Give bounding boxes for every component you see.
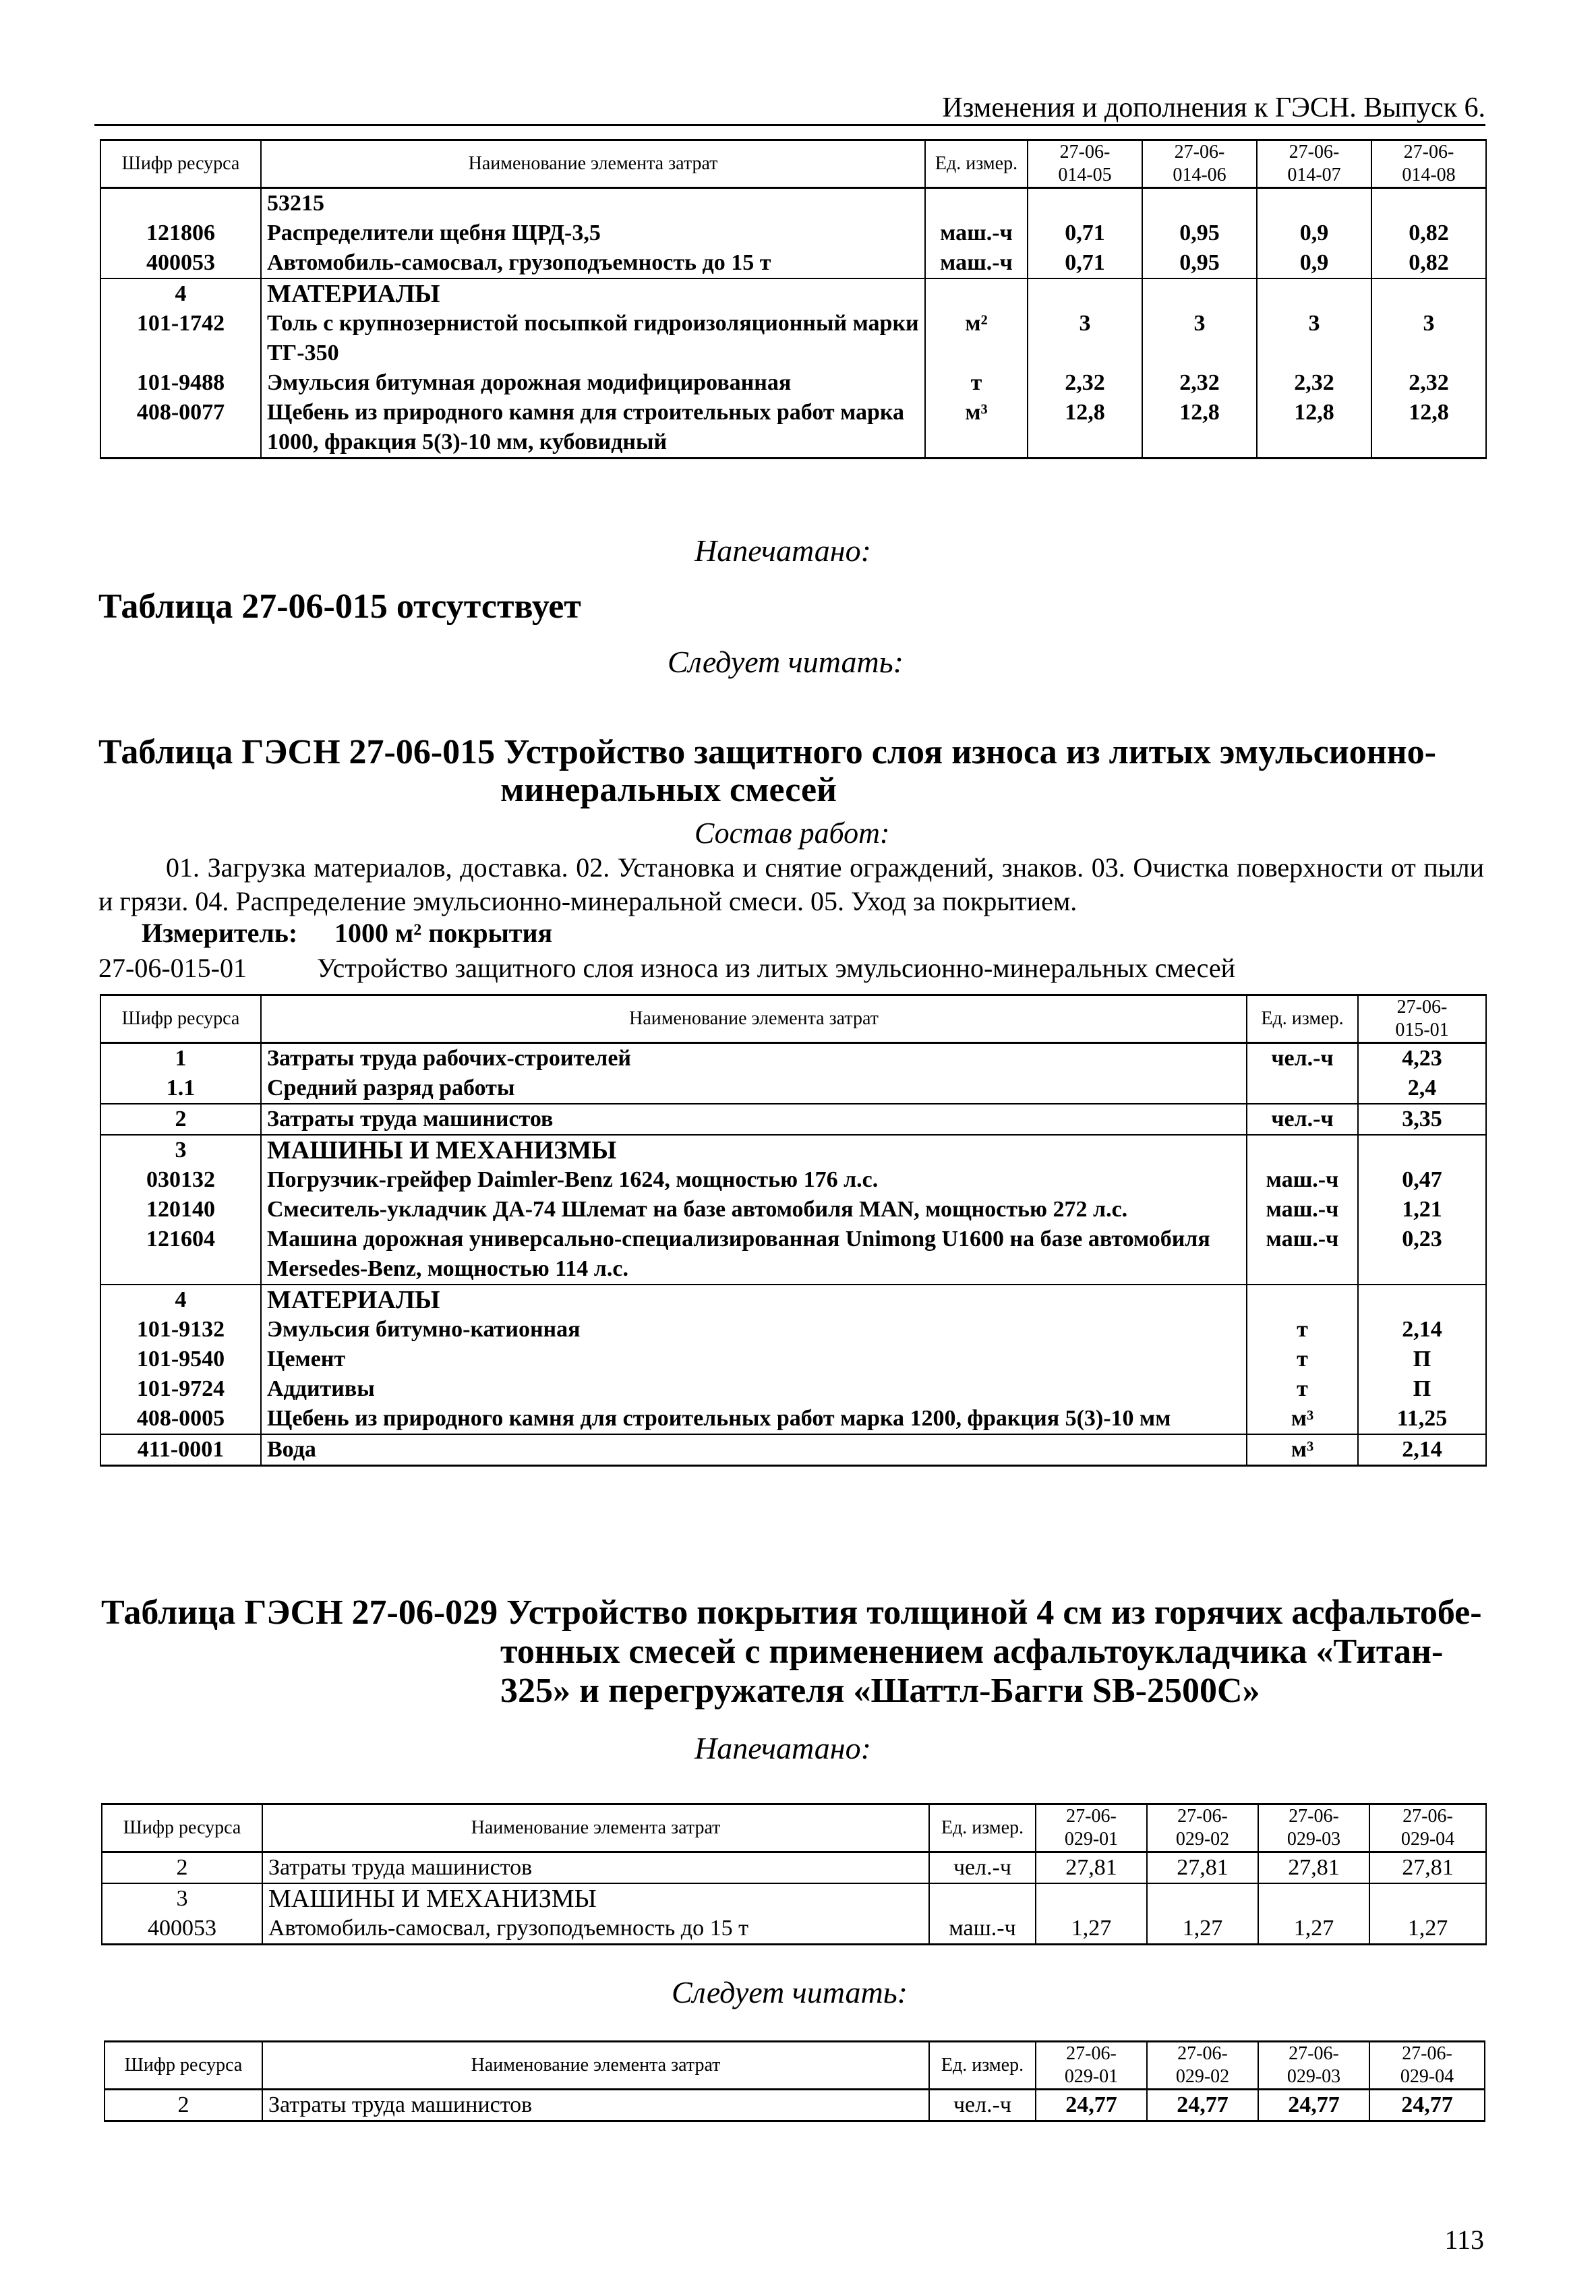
col-header-unit: Ед. измер. (1247, 995, 1358, 1043)
table-row: 411-0001 Вода м³ 2,14 (100, 1434, 1486, 1466)
table-row: 408-0005 Щебень из природного камня для строительных работ марка 1200, фракция 5(3)-10 мм м³ 11,25 (100, 1404, 1486, 1434)
col-header-norm: 27-06- 029-02 (1147, 1804, 1258, 1852)
missing-table-note: Таблица 27-06-015 отсутствует (98, 587, 581, 626)
meter-value: 1000 м² покрытия (334, 918, 553, 948)
read-as-label: Следует читать: (668, 645, 904, 679)
printed-label: Напечатано: (694, 1731, 871, 1765)
col-header-norm: 27-06- 029-03 (1258, 1804, 1369, 1852)
table-row: 2 Затраты труда машинистов чел.-ч 24,77 24,77 24,77 24,77 (105, 2090, 1485, 2121)
table-row: 030132 Погрузчик-грейфер Daimler-Benz 1624, мощностью 176 л.с. маш.-ч 0,47 (100, 1165, 1486, 1195)
col-header-code: Шифр ресурса (102, 1804, 262, 1852)
table-row: 53215 (100, 188, 1486, 219)
printed-label: Напечатано: (694, 533, 871, 568)
col-header-unit: Ед. измер. (929, 1804, 1036, 1852)
col-header-name: Наименование элемента затрат (262, 1804, 929, 1852)
header-rule (94, 124, 1485, 126)
col-header-unit: Ед. измер. (925, 140, 1028, 188)
table-row: 101-9540 Цемент т П (100, 1345, 1486, 1374)
col-header-norm: 27-06- 014-08 (1371, 140, 1486, 188)
col-header-code: Шифр ресурса (105, 2042, 262, 2090)
table-015 (100, 994, 1487, 1467)
page-number: 113 (1444, 2225, 1484, 2255)
col-header-name: Наименование элемента затрат (262, 2042, 929, 2090)
meter-label: Измеритель: (142, 918, 298, 948)
item-name: Устройство защитного слоя износа из литых эмульсионно-минеральных смесей (317, 953, 1235, 983)
table-row: 3 МАШИНЫ И МЕХАНИЗМЫ (100, 1135, 1486, 1165)
table-row: 408-0077 Щебень из природного камня для строительных работ марка 1000, фракция 5(3)-10 мм, кубовидный м³ 12,8 12,8 12,8 12,8 (100, 398, 1486, 459)
section-title-cont: тонных смесей с применением асфальтоукладчика «Титан- (500, 1632, 1444, 1671)
table-029-printed (101, 1803, 1487, 1945)
col-header-name: Наименование элемента затрат (261, 995, 1247, 1043)
col-header-norm: 27-06- 014-07 (1257, 140, 1371, 188)
table-row: 2 Затраты труда машинистов чел.-ч 27,81 27,81 27,81 27,81 (102, 1852, 1486, 1884)
col-header-norm: 27-06- 015-01 (1358, 995, 1486, 1043)
table-row: 121806 Распределители щебня ЩРД-3,5 маш.-ч 0,71 0,95 0,9 0,82 (100, 218, 1486, 248)
table-row: 101-1742 Толь с крупнозернистой посыпкой гидроизоляционный марки ТГ-350 м² 3 3 3 3 (100, 309, 1486, 368)
col-header-code: Шифр ресурса (100, 995, 261, 1043)
col-header-name: Наименование элемента затрат (261, 140, 925, 188)
section-title-cont: минеральных смесей (500, 771, 837, 809)
running-title: Изменения и дополнения к ГЭСН. Выпуск 6. (942, 92, 1485, 123)
section-title-cont: 325» и перегружателя «Шаттл-Багги SB-2500С» (500, 1672, 1260, 1710)
table-row: 101-9724 Аддитивы т П (100, 1374, 1486, 1404)
work-composition-text: 01. Загрузка материалов, доставка. 02. Установка и снятие ограждений, знаков. 03. Очистка поверхности от пыли и грязи. 04. Распределение эмульсионно-минеральной смеси. 05. Уход за покрытием. (98, 852, 1484, 916)
col-header-norm: 27-06- 029-04 (1369, 2042, 1485, 2090)
col-header-code: Шифр ресурса (100, 140, 261, 188)
table-014 (100, 139, 1487, 459)
table-row: 4 МАТЕРИАЛЫ (100, 1285, 1486, 1315)
col-header-unit: Ед. измер. (929, 2042, 1036, 2090)
col-header-norm: 27-06- 029-04 (1369, 1804, 1486, 1852)
col-header-norm: 27-06- 029-01 (1036, 2042, 1147, 2090)
col-header-norm: 27-06- 014-06 (1142, 140, 1257, 188)
table-row: 4 МАТЕРИАЛЫ (100, 278, 1486, 309)
item-code: 27-06-015-01 (98, 953, 247, 983)
table-row: 120140 Смеситель-укладчик ДА-74 Шлемат на базе автомобиля MAN, мощностью 272 л.с. маш.-ч 1,21 (100, 1195, 1486, 1225)
col-header-norm: 27-06- 029-03 (1258, 2042, 1369, 2090)
read-as-label: Следует читать: (672, 1975, 908, 2009)
section-title: Таблица ГЭСН 27-06-015 Устройство защитного слоя износа из литых эмульсионно- (98, 733, 1436, 771)
table-row: 1.1 Средний разряд работы 2,4 (100, 1073, 1486, 1104)
col-header-norm: 27-06- 029-01 (1036, 1804, 1147, 1852)
table-row: 400053 Автомобиль-самосвал, грузоподъемность до 15 т маш.-ч 1,27 1,27 1,27 1,27 (102, 1914, 1486, 1945)
table-row: 101-9132 Эмульсия битумно-катионная т 2,14 (100, 1315, 1486, 1345)
table-row: 2 Затраты труда машинистов чел.-ч 3,35 (100, 1104, 1486, 1135)
table-row: 1 Затраты труда рабочих-строителей чел.-ч 4,23 (100, 1043, 1486, 1074)
work-composition-label: Состав работ: (694, 817, 890, 850)
section-title: Таблица ГЭСН 27-06-029 Устройство покрытия толщиной 4 см из горячих асфальтобе- (101, 1593, 1482, 1632)
table-029-corrected (104, 2040, 1485, 2122)
col-header-norm: 27-06- 029-02 (1147, 2042, 1258, 2090)
col-header-norm: 27-06- 014-05 (1028, 140, 1142, 188)
table-row: 101-9488 Эмульсия битумная дорожная модифицированная т 2,32 2,32 2,32 2,32 (100, 368, 1486, 398)
table-row: 121604 Машина дорожная универсально-специализированная Unimong U1600 на базе автомобиля Mersedes-Benz, мощностью 114 л.с. маш.-ч 0,23 (100, 1225, 1486, 1285)
table-row: 3 МАШИНЫ И МЕХАНИЗМЫ (102, 1883, 1486, 1914)
table-row: 400053 Автомобиль-самосвал, грузоподъемность до 15 т маш.-ч 0,71 0,95 0,9 0,82 (100, 248, 1486, 278)
